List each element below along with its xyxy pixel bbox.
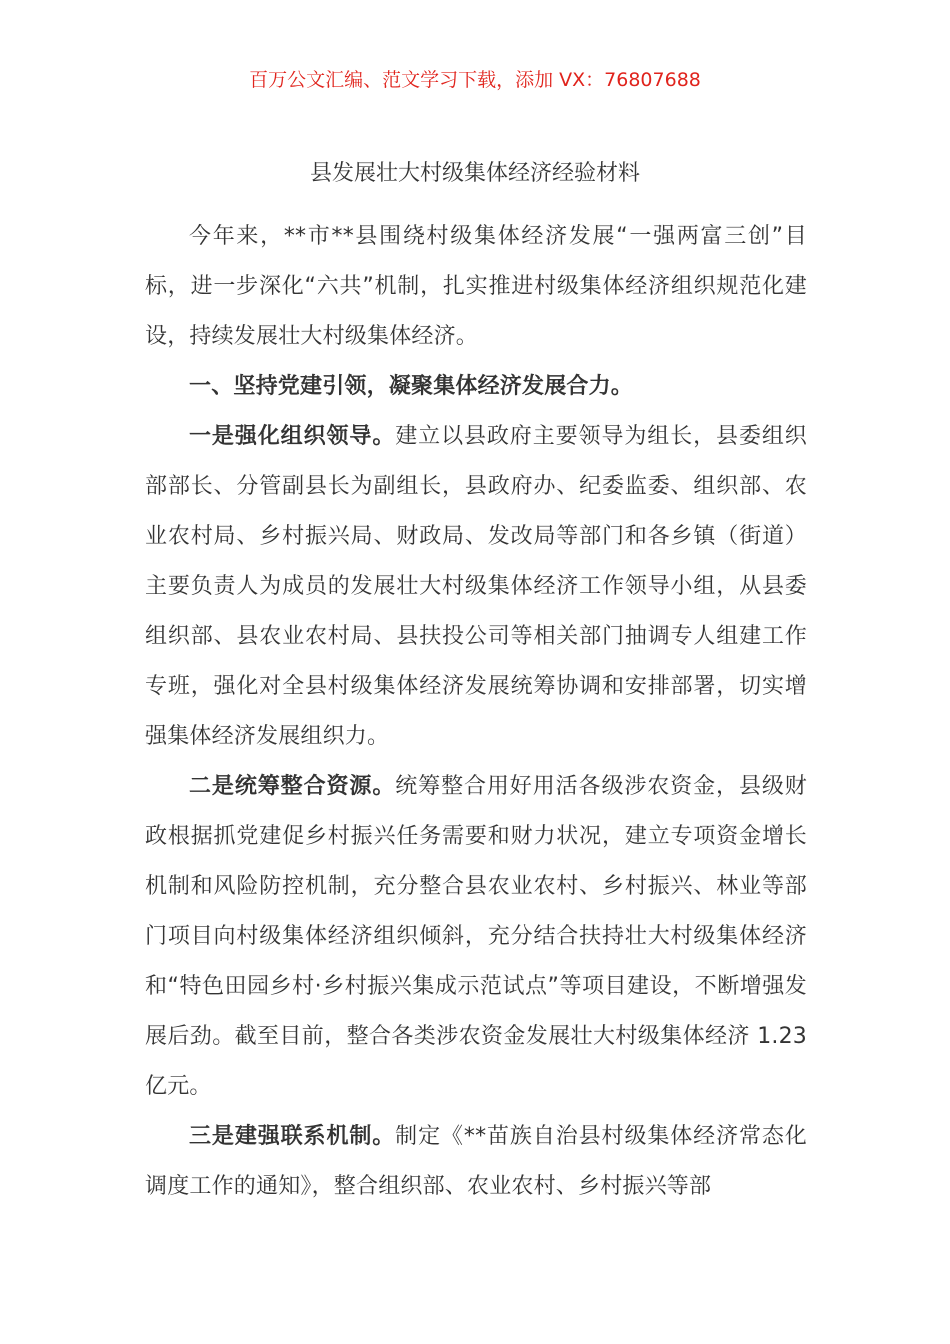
point-paragraph-2 xyxy=(145,762,807,1112)
document-body xyxy=(145,212,807,1212)
point-lead: 一是强化组织领导。 xyxy=(189,424,396,449)
header-watermark-banner: 百万公文汇编、范文学习下载，添加 VX：76807688 xyxy=(249,69,701,91)
point-lead: 三是建强联系机制。 xyxy=(189,1124,396,1149)
point-text: 统筹整合用好用活各级涉农资金，县级财政根据抓党建促乡村振兴任务需要和财力状况，建立专项资金增长机制和风险防控机制，充分整合县农业农村、乡村振兴、林业等部门项目向村级集体经济组织倾斜，充分结合扶持壮大村级集体经济和“特色田园乡村·乡村振兴集成示范试点”等项目建设，不断增强发展后劲。截至目前，整合各类涉农资金发展壮大村级集体经济 1.23 亿元。 xyxy=(145,774,807,1099)
point-paragraph-3 xyxy=(145,1112,807,1212)
section-heading: 一、坚持党建引领，凝聚集体经济发展合力。 xyxy=(189,374,634,399)
document-title: 县发展壮大村级集体经济经验材料 xyxy=(309,161,640,186)
point-text: 制定《**苗族自治县村级集体经济常态化调度工作的通知》，整合组织部、农业农村、乡村振兴等部 xyxy=(145,1124,807,1199)
point-text: 建立以县政府主要领导为组长，县委组织部部长、分管副县长为副组长，县政府办、纪委监委、组织部、农业农村局、乡村振兴局、财政局、发改局等部门和各乡镇（街道）主要负责人为成员的发展壮大村级集体经济工作领导小组，从县委组织部、县农业农村局、县扶投公司等相关部门抽调专人组建工作专班，强化对全县村级集体经济发展统筹协调和安排部署，切实增强集体经济发展组织力。 xyxy=(145,424,807,749)
intro-paragraph: 今年来，**市**县围绕村级集体经济发展“一强两富三创”目标，进一步深化“六共”机制，扎实推进村级集体经济组织规范化建设，持续发展壮大村级集体经济。 xyxy=(145,224,807,349)
point-paragraph-1 xyxy=(145,412,807,762)
point-lead: 二是统筹整合资源。 xyxy=(189,774,396,799)
